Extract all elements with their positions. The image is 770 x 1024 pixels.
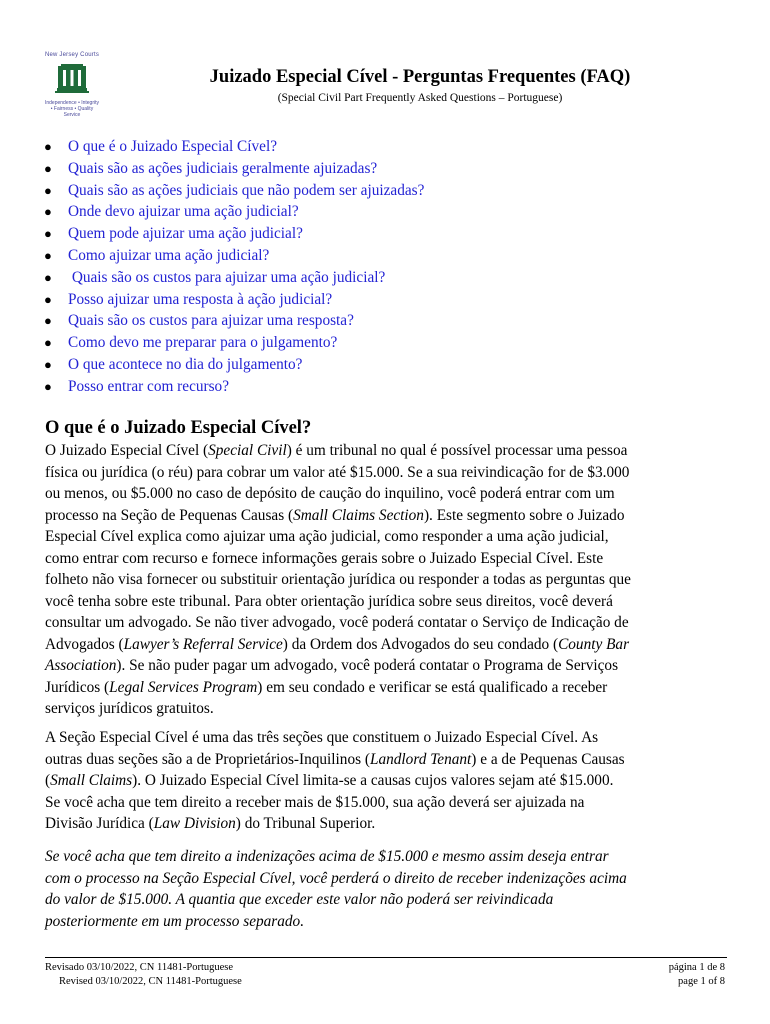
logo-text-top: New Jersey Courts <box>44 52 100 58</box>
text-run: ). Este segmento sobre o Juizado <box>423 506 625 524</box>
footer-revision <box>45 961 242 989</box>
list-item <box>44 180 724 202</box>
text-run: O Juizado Especial Cível ( <box>45 442 209 459</box>
text-line: Se você acha que tem direito a receber mais de $15.000, sua ação deverá ser ajuizada na <box>45 793 585 811</box>
text-run-italic: Landlord Tenant <box>369 750 472 768</box>
bullet-icon: ● <box>44 204 52 220</box>
list-item <box>44 376 724 398</box>
text-line <box>45 677 735 699</box>
bullet-icon: ● <box>44 313 52 329</box>
text-run-italic: Association <box>45 657 117 674</box>
list-item <box>44 289 724 311</box>
text-line: Especial Cível explica como ajuizar uma ação judicial, como responder a uma ação judicial, <box>45 528 609 545</box>
page-number-pt: página 1 de 8 <box>668 962 725 973</box>
list-item <box>44 136 724 158</box>
text-line: consultar um advogado. Se não tiver advogado, você poderá contatar o Serviço de Indicação de <box>45 614 629 631</box>
footer-page-number <box>669 961 725 989</box>
list-item <box>44 223 724 245</box>
list-item <box>44 267 724 289</box>
faq-link[interactable]: Quais são as ações judiciais geralmente ajuizadas? <box>68 159 378 177</box>
bullet-icon: ● <box>44 226 52 242</box>
faq-link[interactable]: Como devo me preparar para o julgamento? <box>68 334 338 352</box>
page-title: Juizado Especial Cível - Perguntas Frequentes (FAQ) <box>209 67 631 87</box>
bullet-icon: ● <box>44 378 52 394</box>
faq-link[interactable]: O que é o Juizado Especial Cível? <box>68 138 277 155</box>
courthouse-seal-icon <box>55 60 89 100</box>
bullet-icon: ● <box>44 247 52 263</box>
faq-link[interactable]: Quais são os custos para ajuizar uma ação judicial? <box>68 268 386 286</box>
text-line: você tenha sobre este tribunal. Para obter orientação jurídica sobre seus direitos, você deverá <box>45 592 613 610</box>
text-run-italic: Lawyer’s Referral Service <box>123 635 283 653</box>
text-run: ). Se não puder pagar um advogado, você poderá contatar o Programa de Serviços <box>116 657 619 674</box>
revision-pt: Revisado 03/10/2022, CN 11481-Portuguese <box>45 962 234 973</box>
text-run-italic: Small Claims <box>50 772 133 789</box>
text-run-italic: Legal Services Program <box>109 678 258 696</box>
nj-courts-logo <box>44 52 100 118</box>
paragraph-warning <box>45 846 735 932</box>
text-run: ) em seu condado e verificar se está qualificado a receber <box>257 678 608 696</box>
page-number-en: page 1 of 8 <box>678 976 725 987</box>
footer-divider <box>45 957 727 958</box>
text-run: ) do Tribunal Superior. <box>235 815 376 832</box>
bullet-icon: ● <box>44 335 52 351</box>
text-run-italic: Small Claims Section <box>293 506 424 524</box>
text-run: ( <box>45 772 51 789</box>
bullet-icon: ● <box>44 139 52 154</box>
text-line: serviços jurídicos gratuitos. <box>45 700 214 717</box>
faq-link[interactable]: Como ajuizar uma ação judicial? <box>68 246 270 264</box>
text-line: como entrar com recurso e fornece informações gerais sobre o Juizado Especial Cível. Este <box>45 549 604 567</box>
text-run: processo na Seção de Pequenas Causas ( <box>45 506 294 524</box>
list-item <box>44 310 724 332</box>
text-run-italic: Law Division <box>153 815 236 832</box>
revision-en: Revised 03/10/2022, CN 11481-Portuguese <box>59 976 242 987</box>
faq-link[interactable]: O que acontece no dia do julgamento? <box>68 355 303 373</box>
text-run: Advogados ( <box>45 635 124 653</box>
text-line: Se você acha que tem direito a indenizações acima de $15.000 e mesmo assim deseja entrar <box>45 848 609 865</box>
faq-link[interactable]: Quem pode ajuizar uma ação judicial? <box>68 225 303 243</box>
list-item <box>44 332 724 354</box>
paragraph-intro <box>45 440 735 720</box>
faq-link[interactable]: Quais são os custos para ajuizar uma resposta? <box>68 312 354 330</box>
text-run: ) e a de Pequenas Causas <box>471 750 625 768</box>
text-line <box>45 813 735 835</box>
list-item <box>44 158 724 180</box>
text-line <box>45 634 735 656</box>
text-run: outras duas seções são a de Proprietários-Inquilinos ( <box>45 750 370 768</box>
text-run: ) da Ordem dos Advogados do seu condado ( <box>282 635 559 653</box>
bullet-icon: ● <box>44 182 52 198</box>
faq-link-list <box>44 136 724 398</box>
text-run-italic: Special Civil <box>208 442 287 459</box>
text-line: folheto não visa fornecer ou substituir orientação jurídica ou responder a todas as perguntas que <box>45 571 631 588</box>
section-heading: O que é o Juizado Especial Cível? <box>45 418 312 438</box>
text-line: posteriormente em um processo separado. <box>45 912 305 930</box>
text-run: Jurídicos ( <box>45 678 110 696</box>
text-run: ) é um tribunal no qual é possível processar uma pessoa <box>286 442 628 459</box>
bullet-icon: ● <box>44 291 52 307</box>
text-line <box>45 655 735 677</box>
text-line: ou menos, ou $5.000 no caso de depósito de caução do inquilino, você poderá entrar com um <box>45 485 615 502</box>
list-item <box>44 245 724 267</box>
text-line <box>45 440 735 462</box>
text-line <box>45 505 735 527</box>
faq-link[interactable]: Quais são as ações judiciais que não podem ser ajuizadas? <box>68 181 425 199</box>
faq-link[interactable]: Posso ajuizar uma resposta à ação judicial? <box>68 290 333 308</box>
text-line: do valor de $15.000. A quantia que exceder este valor não poderá ser reivindicada <box>45 891 554 908</box>
faq-link[interactable]: Onde devo ajuizar uma ação judicial? <box>68 203 299 221</box>
faq-link[interactable]: Posso entrar com recurso? <box>68 377 229 395</box>
bullet-icon: ● <box>44 356 52 372</box>
text-line <box>45 749 735 771</box>
text-line: física ou jurídica (o réu) para cobrar um valor até $15.000. Se a sua reivindicação for de $3.000 <box>45 463 630 481</box>
page-subtitle: (Special Civil Part Frequently Asked Questions – Portuguese) <box>277 92 563 104</box>
text-line <box>45 770 735 792</box>
bullet-icon: ● <box>44 269 52 285</box>
list-item <box>44 354 724 376</box>
text-line: A Seção Especial Cível é uma das três seções que constituem o Juizado Especial Cível. As <box>45 729 599 746</box>
text-run-italic: County Bar <box>558 635 630 653</box>
paragraph-sections <box>45 727 735 835</box>
bullet-icon: ● <box>44 160 52 176</box>
list-item <box>44 201 724 223</box>
text-run: Divisão Jurídica ( <box>45 815 154 832</box>
text-line: com o processo na Seção Especial Cível, você perderá o direito de receber indenizações acima <box>45 869 627 887</box>
logo-text-bottom: Independence • Integrity • Fairness • Quality Service <box>44 100 99 118</box>
text-run: ). O Juizado Especial Cível limita-se a causas cujos valores sejam até $15.000. <box>132 772 614 789</box>
